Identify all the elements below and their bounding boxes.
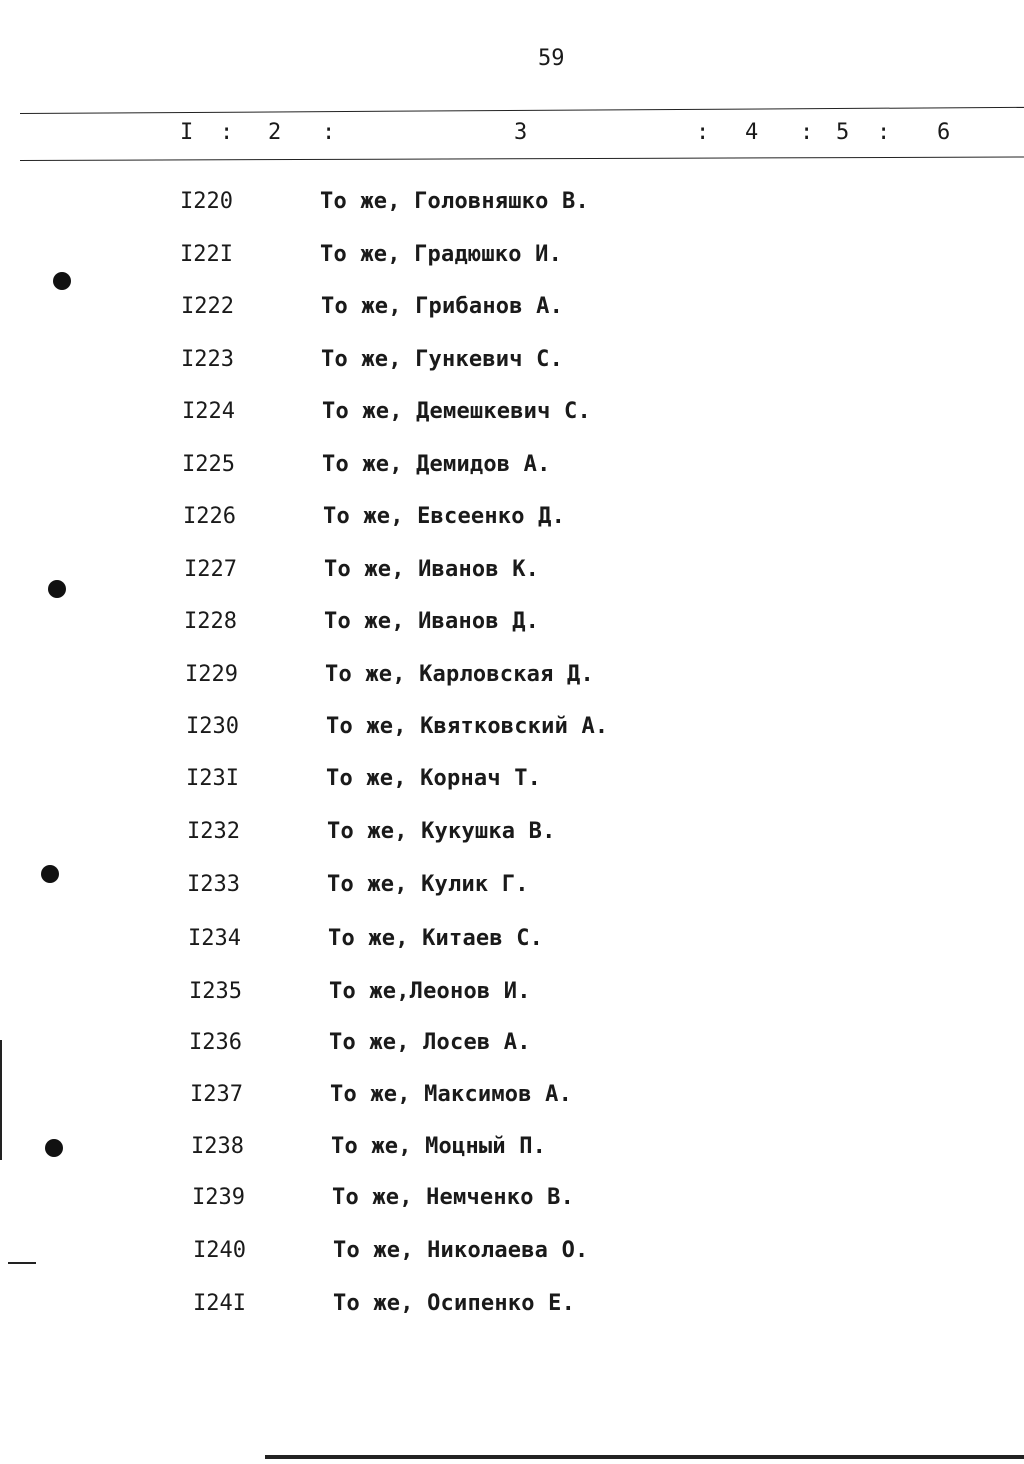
- row-number: I226: [183, 504, 236, 529]
- table-row: [193, 1288, 576, 1320]
- row-number: I220: [180, 189, 233, 214]
- row-number: I229: [185, 662, 238, 687]
- row-number: I222: [181, 294, 234, 319]
- row-description: То же, Кукушка В.: [327, 819, 556, 844]
- header-rule-bottom: [20, 156, 1024, 161]
- table-row: [184, 606, 540, 638]
- table-row: [189, 1027, 531, 1059]
- table-row: [187, 869, 529, 901]
- table-row: [185, 659, 594, 691]
- row-description: То же, Демешкевич С.: [322, 399, 591, 424]
- header-separator: :: [877, 120, 891, 145]
- row-number: I240: [193, 1238, 246, 1263]
- header-separator: :: [800, 120, 814, 145]
- row-description: То же, Корнач Т.: [326, 766, 542, 791]
- row-number: I230: [186, 714, 239, 739]
- row-number: I225: [182, 452, 235, 477]
- table-row: [184, 554, 540, 586]
- row-description: То же, Демидов А.: [322, 452, 551, 477]
- punch-hole-mark: [53, 272, 71, 290]
- header-col-6: 6: [937, 120, 951, 145]
- punch-hole-mark: [45, 1139, 63, 1157]
- table-row: [187, 816, 556, 848]
- header-col-3: 3: [514, 120, 528, 145]
- table-row: [190, 1079, 573, 1111]
- header-separator: :: [696, 120, 710, 145]
- row-number: I228: [184, 609, 237, 634]
- row-description: То же, Градюшко И.: [320, 242, 563, 267]
- header-separator: :: [322, 120, 336, 145]
- header-col-5: 5: [836, 120, 850, 145]
- row-description: То же, Лосев А.: [329, 1030, 531, 1055]
- row-number: I234: [188, 926, 241, 951]
- row-description: То же, Максимов А.: [330, 1082, 573, 1107]
- scan-bottom-edge: [265, 1455, 1024, 1459]
- table-row: [189, 976, 531, 1008]
- row-number: I236: [189, 1030, 242, 1055]
- table-row: [191, 1131, 547, 1163]
- row-description: То же, Кулик Г.: [327, 872, 529, 897]
- row-number: I227: [184, 557, 237, 582]
- row-description: То же, Осипенко Е.: [333, 1291, 576, 1316]
- row-description: То же, Китаев С.: [328, 926, 544, 951]
- table-row: [192, 1182, 575, 1214]
- header-separator: :: [220, 120, 234, 145]
- table-row: [186, 711, 609, 743]
- header-col-4: 4: [745, 120, 759, 145]
- header-col-2: 2: [268, 120, 282, 145]
- row-number: I24I: [193, 1291, 246, 1316]
- row-description: То же, Немченко В.: [332, 1185, 575, 1210]
- row-number: I223: [181, 347, 234, 372]
- row-description: То же, Иванов Д.: [324, 609, 540, 634]
- row-number: I23I: [186, 766, 239, 791]
- row-number: I22I: [180, 242, 233, 267]
- row-description: То же, Карловская Д.: [325, 662, 594, 687]
- scan-edge-mark: [8, 1262, 36, 1264]
- table-row: [182, 396, 591, 428]
- table-row: [193, 1235, 589, 1267]
- table-row: [183, 501, 566, 533]
- row-number: I239: [192, 1185, 245, 1210]
- row-number: I232: [187, 819, 240, 844]
- table-row: [186, 763, 542, 795]
- row-number: I233: [187, 872, 240, 897]
- header-col-1: I: [180, 120, 194, 145]
- punch-hole-mark: [41, 865, 59, 883]
- header-rule-top: [20, 107, 1024, 114]
- row-number: I237: [190, 1082, 243, 1107]
- row-number: I235: [189, 979, 242, 1004]
- row-number: I224: [182, 399, 235, 424]
- row-description: То же, Николаева О.: [333, 1238, 589, 1263]
- table-row: [188, 923, 544, 955]
- row-number: I238: [191, 1134, 244, 1159]
- row-description: То же, Грибанов А.: [321, 294, 564, 319]
- punch-hole-mark: [48, 580, 66, 598]
- row-description: То же, Иванов К.: [324, 557, 540, 582]
- table-row: [182, 449, 551, 481]
- row-description: То же, Гункевич С.: [321, 347, 564, 372]
- row-description: То же, Квятковский А.: [326, 714, 609, 739]
- row-description: То же, Моцный П.: [331, 1134, 547, 1159]
- row-description: То же, Евсеенко Д.: [323, 504, 566, 529]
- row-description: То же,Леонов И.: [329, 979, 531, 1004]
- scan-edge-mark: [0, 1040, 2, 1160]
- table-row: [181, 291, 564, 323]
- table-row: [180, 239, 563, 271]
- row-description: То же, Головняшко В.: [320, 189, 589, 214]
- page-number: 59: [538, 46, 565, 71]
- table-row: [181, 344, 564, 376]
- table-row: [180, 186, 589, 218]
